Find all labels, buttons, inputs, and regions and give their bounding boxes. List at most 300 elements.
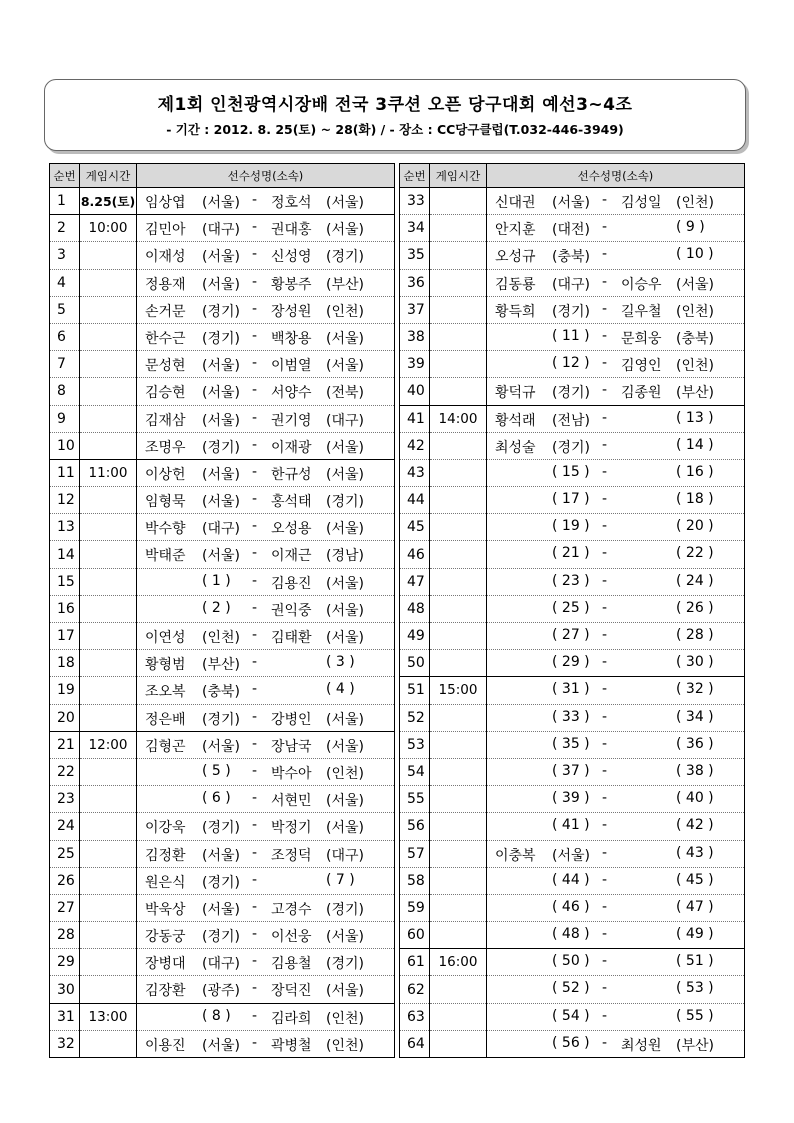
match-players: [487, 1003, 745, 1030]
row-number: 52: [400, 704, 430, 731]
row-number: 56: [400, 813, 430, 840]
table-row: [50, 813, 395, 840]
match-players: [487, 867, 745, 894]
player-2-region: (서울): [326, 358, 364, 375]
table-row: [400, 405, 745, 432]
versus-dash: -: [602, 817, 608, 834]
row-number: 15: [50, 568, 80, 595]
table-row: [50, 867, 395, 894]
player-1-region: (경기): [202, 929, 240, 946]
table-row: [50, 922, 395, 949]
versus-dash: -: [252, 192, 258, 208]
row-number: 59: [400, 894, 430, 921]
row-number: 44: [400, 487, 430, 514]
col-header-players: 선수성명(소속): [137, 164, 395, 188]
player-1-region: ( 6 ): [202, 790, 231, 807]
game-time: 13:00: [80, 1003, 137, 1030]
player-1-region: ( 8 ): [202, 1007, 231, 1024]
player-1-region: ( 23 ): [552, 572, 590, 589]
header-box: [44, 79, 746, 151]
player-1-region: (인천): [202, 630, 240, 646]
table-row: [50, 459, 395, 486]
versus-dash: -: [252, 681, 258, 698]
match-players: [137, 1030, 395, 1057]
player-1-region: (서울): [202, 276, 240, 293]
row-number: 64: [400, 1030, 430, 1057]
versus-dash: -: [252, 926, 258, 943]
player-1-region: (서울): [552, 847, 590, 864]
versus-dash: -: [602, 790, 608, 807]
row-number: 48: [400, 595, 430, 622]
player-2-region: ( 10 ): [676, 246, 714, 263]
game-time: [430, 894, 487, 921]
match-players: [137, 623, 395, 650]
player-1-name: 손거문: [145, 303, 186, 320]
player-2-region: ( 40 ): [676, 790, 714, 807]
versus-dash: -: [252, 545, 258, 562]
row-number: 30: [50, 976, 80, 1003]
match-players: [137, 650, 395, 677]
player-2-name: 김용철: [271, 956, 312, 973]
game-time: [80, 568, 137, 595]
col-header-time: 게임시간: [80, 164, 137, 188]
player-1-region: ( 39 ): [552, 790, 590, 807]
game-time: [80, 813, 137, 840]
match-players: [487, 378, 745, 405]
match-players: [137, 405, 395, 432]
page-subtitle: - 기간 : 2012. 8. 25(토) ~ 28(화) / - 장소 : CC당구클럽(T.032-446-3949): [166, 122, 624, 137]
match-players: [487, 188, 745, 215]
player-1-name: 이충복: [495, 847, 536, 864]
match-players: [487, 242, 745, 269]
row-number: 4: [50, 269, 80, 296]
match-players: [137, 296, 395, 323]
table-row: [50, 1003, 395, 1030]
player-1-region: (서울): [202, 249, 240, 266]
versus-dash: -: [602, 273, 608, 290]
player-2-region: ( 55 ): [676, 1007, 714, 1024]
player-1-region: (경기): [552, 385, 590, 402]
game-time: 12:00: [80, 731, 137, 758]
game-time: [430, 432, 487, 459]
versus-dash: -: [602, 219, 608, 236]
player-2-name: 장성원: [271, 303, 312, 320]
row-number: 32: [50, 1030, 80, 1057]
col-header-time: 게임시간: [430, 164, 487, 188]
player-1-name: 오성규: [495, 249, 536, 266]
player-1-name: 이연성: [145, 630, 186, 646]
row-number: 45: [400, 514, 430, 541]
table-row: [400, 976, 745, 1003]
match-players: [137, 269, 395, 296]
player-1-name: 김장환: [145, 983, 186, 1000]
player-2-region: (인천): [326, 1037, 364, 1054]
versus-dash: -: [252, 735, 258, 752]
versus-dash: -: [252, 1007, 258, 1024]
game-time: [430, 188, 487, 215]
versus-dash: -: [252, 898, 258, 915]
game-time: [430, 487, 487, 514]
player-1-region: ( 31 ): [552, 681, 590, 698]
versus-dash: -: [602, 1007, 608, 1024]
versus-dash: -: [252, 300, 258, 317]
table-row: [400, 323, 745, 350]
game-time: [80, 595, 137, 622]
row-number: 36: [400, 269, 430, 296]
match-players: [137, 677, 395, 704]
table-row: [50, 623, 395, 650]
player-2-name: 홍석태: [271, 494, 312, 511]
player-2-region: (부산): [676, 1037, 714, 1054]
player-1-region: (서울): [202, 494, 240, 511]
player-2-region: ( 30 ): [676, 654, 714, 671]
row-number: 21: [50, 731, 80, 758]
player-2-region: ( 51 ): [676, 953, 714, 970]
game-time: [80, 976, 137, 1003]
table-row: [400, 1030, 745, 1057]
row-number: 51: [400, 677, 430, 704]
table-row: [400, 487, 745, 514]
player-2-region: (서울): [326, 195, 364, 211]
player-1-region: ( 15 ): [552, 463, 590, 480]
row-number: 63: [400, 1003, 430, 1030]
versus-dash: -: [252, 327, 258, 344]
row-number: 39: [400, 351, 430, 378]
player-1-region: (전남): [552, 412, 590, 429]
player-2-name: 최성원: [621, 1037, 662, 1054]
table-row: [50, 704, 395, 731]
player-1-region: ( 29 ): [552, 654, 590, 671]
player-2-region: (서울): [326, 929, 364, 946]
player-1-name: 황득희: [495, 303, 536, 320]
table-row: [400, 949, 745, 976]
player-2-region: ( 3 ): [326, 654, 355, 671]
table-row: [50, 731, 395, 758]
table-row: [400, 650, 745, 677]
versus-dash: -: [602, 1034, 608, 1051]
player-2-region: ( 38 ): [676, 762, 714, 779]
row-number: 57: [400, 840, 430, 867]
player-1-region: ( 27 ): [552, 627, 590, 643]
versus-dash: -: [252, 273, 258, 290]
match-players: [137, 758, 395, 785]
player-1-region: ( 2 ): [202, 599, 231, 616]
player-1-name: 김형곤: [145, 738, 186, 755]
row-number: 7: [50, 351, 80, 378]
player-2-region: ( 16 ): [676, 463, 714, 480]
game-time: [430, 323, 487, 350]
row-number: 33: [400, 188, 430, 215]
match-players: [487, 405, 745, 432]
table-row: [50, 487, 395, 514]
row-number: 46: [400, 541, 430, 568]
player-1-name: 박욱상: [145, 901, 186, 918]
versus-dash: -: [602, 599, 608, 616]
match-players: [137, 459, 395, 486]
game-time: [80, 296, 137, 323]
game-time: [430, 840, 487, 867]
table-row: [400, 459, 745, 486]
row-number: 29: [50, 949, 80, 976]
game-time: [80, 378, 137, 405]
match-players: [487, 704, 745, 731]
player-1-region: ( 41 ): [552, 817, 590, 834]
player-2-name: 고경수: [271, 901, 312, 918]
versus-dash: -: [252, 708, 258, 725]
player-2-region: ( 47 ): [676, 898, 714, 915]
match-players: [487, 568, 745, 595]
game-time: 11:00: [80, 459, 137, 486]
versus-dash: -: [252, 572, 258, 589]
game-time: [430, 1003, 487, 1030]
player-1-region: (부산): [202, 657, 240, 674]
player-2-name: 김라희: [271, 1010, 312, 1027]
match-players: [487, 541, 745, 568]
match-players: [487, 922, 745, 949]
player-1-region: (경기): [202, 439, 240, 456]
player-2-region: (서울): [326, 575, 364, 592]
game-time: [430, 922, 487, 949]
player-1-region: (경기): [202, 303, 240, 320]
match-players: [137, 242, 395, 269]
table-row: [400, 568, 745, 595]
player-1-name: 김동룡: [495, 276, 536, 293]
player-1-region: ( 19 ): [552, 518, 590, 535]
player-2-name: 김태환: [271, 630, 312, 646]
player-1-region: ( 21 ): [552, 545, 590, 562]
versus-dash: -: [252, 817, 258, 834]
table-row: [400, 813, 745, 840]
table-row: [50, 323, 395, 350]
player-1-region: ( 1 ): [202, 572, 231, 589]
table-row: [400, 922, 745, 949]
player-1-region: (서울): [202, 901, 240, 918]
game-time: [430, 867, 487, 894]
match-players: [137, 840, 395, 867]
game-time: [80, 269, 137, 296]
versus-dash: -: [252, 980, 258, 997]
player-2-region: ( 18 ): [676, 491, 714, 508]
player-2-name: 장남국: [271, 738, 312, 755]
row-number: 53: [400, 731, 430, 758]
match-players: [137, 922, 395, 949]
table-row: [400, 840, 745, 867]
player-2-region: ( 9 ): [676, 219, 705, 236]
table-row: [400, 215, 745, 242]
player-2-region: (서울): [326, 521, 364, 538]
game-time: [80, 623, 137, 650]
player-2-region: (서울): [326, 630, 364, 646]
player-2-region: ( 49 ): [676, 926, 714, 943]
player-1-name: 강동궁: [145, 929, 186, 946]
row-number: 28: [50, 922, 80, 949]
player-2-region: (인천): [326, 303, 364, 320]
player-2-name: 문희웅: [621, 330, 662, 347]
game-time: [80, 1030, 137, 1057]
table-row: [50, 568, 395, 595]
player-2-name: 이재광: [271, 439, 312, 456]
player-2-name: 강병인: [271, 711, 312, 728]
match-players: [137, 351, 395, 378]
game-time: [430, 1030, 487, 1057]
row-number: 43: [400, 459, 430, 486]
match-players: [487, 623, 745, 650]
player-1-region: ( 54 ): [552, 1007, 590, 1024]
row-number: 8: [50, 378, 80, 405]
row-number: 17: [50, 623, 80, 650]
player-2-region: ( 20 ): [676, 518, 714, 535]
versus-dash: -: [252, 953, 258, 970]
table-row: [400, 351, 745, 378]
player-2-region: ( 14 ): [676, 436, 714, 453]
versus-dash: -: [252, 246, 258, 263]
player-1-region: ( 50 ): [552, 953, 590, 970]
row-number: 12: [50, 487, 80, 514]
game-time: [80, 840, 137, 867]
table-row: [400, 704, 745, 731]
game-time: 15:00: [430, 677, 487, 704]
table-row: [400, 541, 745, 568]
table-row: [50, 595, 395, 622]
versus-dash: -: [602, 327, 608, 344]
game-time: [430, 813, 487, 840]
game-time: [80, 514, 137, 541]
versus-dash: -: [252, 654, 258, 671]
versus-dash: -: [252, 627, 258, 643]
game-time: [80, 650, 137, 677]
game-time: [80, 949, 137, 976]
match-players: [137, 976, 395, 1003]
player-1-name: 최성술: [495, 439, 536, 456]
player-1-name: 신대권: [495, 195, 536, 211]
player-1-region: (대구): [202, 956, 240, 973]
player-2-region: (서울): [326, 602, 364, 619]
table-row: [50, 296, 395, 323]
player-2-name: 조정덕: [271, 847, 312, 864]
game-time: [430, 378, 487, 405]
game-time: [80, 487, 137, 514]
left-schedule-table: [49, 163, 395, 1058]
player-1-region: ( 11 ): [552, 327, 590, 344]
versus-dash: -: [252, 599, 258, 616]
game-time: [80, 541, 137, 568]
versus-dash: -: [602, 627, 608, 643]
versus-dash: -: [602, 980, 608, 997]
game-time: [80, 894, 137, 921]
row-number: 31: [50, 1003, 80, 1030]
table-row: [400, 595, 745, 622]
player-1-region: ( 37 ): [552, 762, 590, 779]
row-number: 11: [50, 459, 80, 486]
player-2-name: 신성영: [271, 249, 312, 266]
game-time: [80, 922, 137, 949]
game-time: [430, 541, 487, 568]
player-1-name: 이상헌: [145, 466, 186, 483]
player-1-region: (대구): [202, 222, 240, 239]
versus-dash: -: [252, 518, 258, 535]
match-players: [487, 269, 745, 296]
versus-dash: -: [602, 762, 608, 779]
match-players: [137, 323, 395, 350]
player-1-name: 박수향: [145, 521, 186, 538]
match-players: [487, 976, 745, 1003]
table-row: [50, 541, 395, 568]
row-number: 16: [50, 595, 80, 622]
row-number: 47: [400, 568, 430, 595]
player-2-name: 이범열: [271, 358, 312, 375]
match-players: [137, 867, 395, 894]
row-number: 49: [400, 623, 430, 650]
player-2-region: ( 4 ): [326, 681, 355, 698]
game-time: [80, 432, 137, 459]
player-1-name: 이용진: [145, 1037, 186, 1054]
match-players: [487, 595, 745, 622]
player-1-region: (대구): [552, 276, 590, 293]
player-1-name: 정은배: [145, 711, 186, 728]
player-1-region: (서울): [202, 385, 240, 402]
player-1-region: (대구): [202, 521, 240, 538]
row-number: 26: [50, 867, 80, 894]
match-players: [137, 568, 395, 595]
table-row: [50, 786, 395, 813]
table-row: [400, 188, 745, 215]
row-number: 23: [50, 786, 80, 813]
player-1-region: ( 33 ): [552, 708, 590, 725]
player-2-region: ( 43 ): [676, 844, 714, 861]
player-2-name: 김용진: [271, 575, 312, 592]
player-1-region: (서울): [202, 466, 240, 483]
versus-dash: -: [602, 436, 608, 453]
row-number: 27: [50, 894, 80, 921]
player-1-region: ( 35 ): [552, 735, 590, 752]
match-players: [487, 1030, 745, 1057]
match-players: [487, 215, 745, 242]
player-2-name: 백창용: [271, 330, 312, 347]
row-number: 55: [400, 786, 430, 813]
player-1-region: (경기): [552, 303, 590, 320]
table-row: [50, 405, 395, 432]
player-2-region: (서울): [326, 738, 364, 755]
versus-dash: -: [602, 491, 608, 508]
table-row: [50, 840, 395, 867]
match-players: [487, 677, 745, 704]
game-time: [430, 514, 487, 541]
row-number: 18: [50, 650, 80, 677]
table-row: [400, 242, 745, 269]
versus-dash: -: [252, 463, 258, 480]
player-2-region: (경기): [326, 901, 364, 918]
game-time: [430, 568, 487, 595]
match-players: [137, 378, 395, 405]
match-players: [487, 786, 745, 813]
versus-dash: -: [602, 409, 608, 426]
player-2-region: (전북): [326, 385, 364, 402]
row-number: 34: [400, 215, 430, 242]
match-players: [137, 786, 395, 813]
player-1-name: 김정환: [145, 847, 186, 864]
player-1-region: ( 12 ): [552, 355, 590, 372]
player-1-region: ( 48 ): [552, 926, 590, 943]
game-time: 10:00: [80, 215, 137, 242]
game-time: [80, 351, 137, 378]
player-2-name: 장덕진: [271, 983, 312, 1000]
player-2-region: ( 22 ): [676, 545, 714, 562]
player-1-region: (서울): [202, 1037, 240, 1054]
player-1-name: 김승현: [145, 385, 186, 402]
row-number: 24: [50, 813, 80, 840]
match-players: [487, 459, 745, 486]
player-2-region: ( 26 ): [676, 599, 714, 616]
